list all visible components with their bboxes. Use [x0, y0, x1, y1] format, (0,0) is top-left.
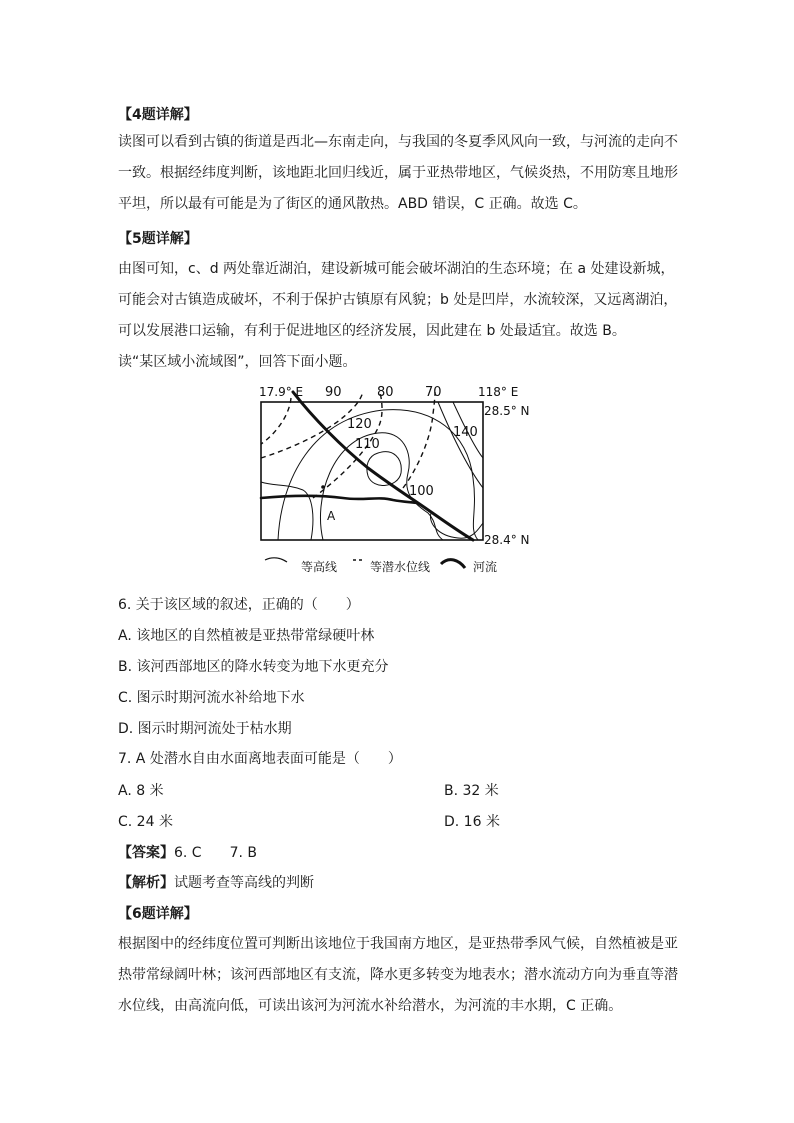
legend-river-swatch — [441, 560, 465, 568]
lon-left-label: 17.9° E — [259, 385, 304, 399]
contour-140 — [438, 402, 483, 488]
q4-detail-paragraph: 读图可以看到古镇的街道是西北—东南走向，与我国的冬夏季风风向一致，与河流的走向不一致。根据经纬度判断，该地距北回归线近，属于亚热带地区，气候炎热，不用防寒且地形平坦，所以最有可能是为了街区的通风散热。ABD 错误，C 正确。故选 C。 — [118, 134, 678, 212]
answer-tag: 【答案】 — [118, 845, 174, 861]
legend-water-table-label: 等潜水位线 — [370, 560, 431, 574]
contour-label-110: 110 — [355, 437, 380, 452]
lon-right-label: 118° E — [478, 385, 519, 399]
legend-contour-label: 等高线 — [301, 560, 338, 574]
analysis-line — [118, 873, 314, 893]
q7-option-a: A. 8 米 — [118, 783, 164, 799]
map-legend — [265, 558, 497, 574]
water-table-label-90: 90 — [325, 385, 342, 400]
q7-stem: 7. A 处潜水自由水面离地表面可能是（ ） — [118, 751, 402, 767]
analysis-text: 试题考查等高线的判断 — [174, 875, 314, 891]
q5-detail-paragraph: 由图可知，c、d 两处靠近湖泊，建设新城可能会破坏湖泊的生态环境；在 a 处建设新城，可能会对古镇造成破坏，不利于保护古镇原有风貌；b 处是凹岸，水流较深，又远离湖泊，可以发展港口运输，有利于促进地区的经济发展，因此建在 b 处最适宜。故选 B。 — [118, 261, 678, 339]
q6-detail-paragraph: 根据图中的经纬度位置可判断出该地位于我国南方地区，是亚热带季风气候，自然植被是亚热带常绿阔叶林；该河西部地区有支流，降水更多转变为地表水；潜水流动方向为垂直等潜水位线，由高流向低，可读出该河为河流水补给潜水，为河流的丰水期，C 正确。 — [118, 936, 678, 1014]
q6-option-b: B. 该河西部地区的降水转变为地下水更充分 — [118, 659, 389, 675]
q7-option-b: B. 32 米 — [444, 783, 499, 799]
map-intro: 读“某区域小流域图”，回答下面小题。 — [118, 354, 357, 370]
analysis-tag: 【解析】 — [118, 875, 174, 891]
legend-river-label: 河流 — [473, 560, 498, 574]
q7-option-d: D. 16 米 — [444, 814, 500, 830]
answer-line — [118, 843, 257, 863]
q5-detail-heading: 【5题详解】 — [118, 231, 198, 247]
point-a-marker — [321, 485, 325, 489]
legend-contour-swatch — [265, 558, 287, 562]
contour-label-140: 140 — [453, 425, 478, 440]
river — [261, 392, 473, 540]
q6-option-c: C. 图示时期河流水补给地下水 — [118, 690, 305, 706]
q6-detail-heading: 【6题详解】 — [118, 906, 198, 922]
water-table-label-70: 70 — [425, 385, 442, 400]
water-table-label-80: 80 — [377, 385, 394, 400]
point-a-label: A — [327, 509, 336, 523]
lat-bottom-label: 28.4° N — [484, 533, 530, 547]
watershed-map — [253, 378, 553, 578]
q6-option-d: D. 图示时期河流处于枯水期 — [118, 721, 292, 737]
lat-top-label: 28.5° N — [484, 404, 530, 418]
contour-label-120: 120 — [347, 417, 372, 432]
water-table-90 — [261, 398, 291, 444]
q6-option-a: A. 该地区的自然植被是亚热带常绿硬叶林 — [118, 628, 375, 644]
water-table-lines — [261, 392, 435, 498]
q4-detail-heading: 【4题详解】 — [118, 107, 198, 123]
answer-text: 6. C 7. B — [174, 845, 257, 861]
contour-label-100: 100 — [409, 484, 434, 499]
q7-option-c: C. 24 米 — [118, 814, 173, 830]
q6-stem: 6. 关于该区域的叙述，正确的（ ） — [118, 597, 360, 613]
